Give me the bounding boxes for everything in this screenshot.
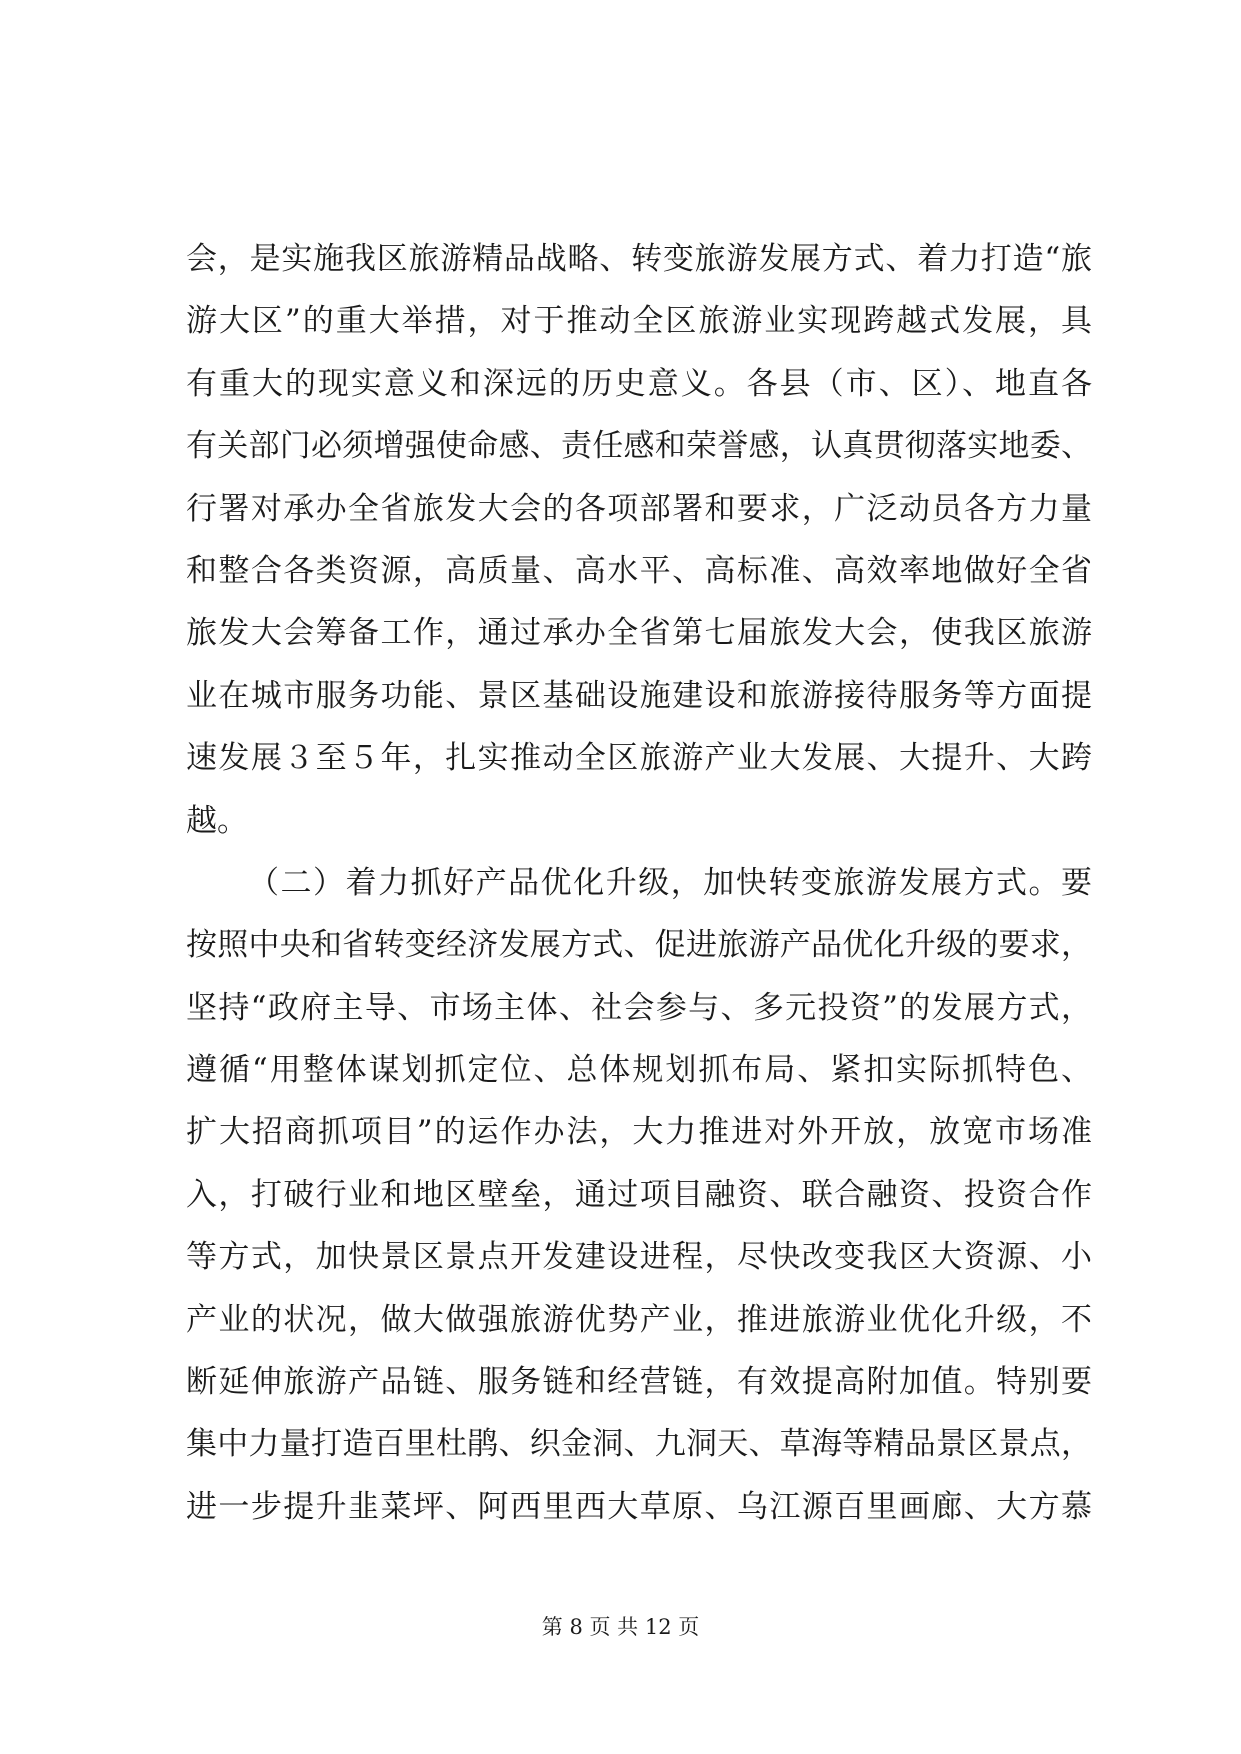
text-line: 速发展３至５年，扎实推动全区旅游产业大发展、大提升、大跨 [186, 740, 1092, 777]
text-line: 有重大的现实意义和深远的历史意义。各县（市、区）、地直各 [186, 365, 1092, 402]
text-line: 旅发大会筹备工作，通过承办全省第七届旅发大会，使我区旅游 [186, 615, 1092, 652]
text-line: 坚持“政府主导、市场主体、社会参与、多元投资”的发展方式， [186, 989, 1092, 1026]
text-line: 越。 [186, 802, 248, 839]
paragraph-heading-line: （二）着力抓好产品优化升级，加快转变旅游发展方式。要 [248, 864, 1092, 901]
text-line: 遵循“用整体谋划抓定位、总体规划抓布局、紧扣实际抓特色、 [186, 1052, 1092, 1089]
text-line: 断延伸旅游产品链、服务链和经营链，有效提高附加值。特别要 [186, 1364, 1092, 1401]
text-line: 进一步提升韭菜坪、阿西里西大草原、乌江源百里画廊、大方慕 [186, 1488, 1092, 1525]
text-line: 会，是实施我区旅游精品战略、转变旅游发展方式、着力打造“旅 [186, 241, 1092, 277]
body-text [186, 228, 1092, 1538]
text-line: 有关部门必须增强使命感、责任感和荣誉感，认真贯彻落实地委、 [186, 428, 1092, 465]
text-line: 产业的状况，做大做强旅游优势产业，推进旅游业优化升级，不 [186, 1301, 1092, 1338]
text-line: 集中力量打造百里杜鹃、织金洞、九洞天、草海等精品景区景点， [186, 1426, 1092, 1463]
text-line: 行署对承办全省旅发大会的各项部署和要求，广泛动员各方力量 [186, 490, 1092, 527]
text-line: 扩大招商抓项目”的运作办法，大力推进对外开放，放宽市场准 [186, 1114, 1092, 1151]
text-line: 按照中央和省转变经济发展方式、促进旅游产品优化升级的要求， [186, 927, 1092, 964]
text-line: 等方式，加快景区景点开发建设进程，尽快改变我区大资源、小 [186, 1239, 1092, 1276]
text-line: 和整合各类资源，高质量、高水平、高标准、高效率地做好全省 [186, 552, 1092, 589]
page-number-footer: 第 8 页 共 12 页 [541, 1615, 700, 1639]
text-line: 业在城市服务功能、景区基础设施建设和旅游接待服务等方面提 [186, 677, 1092, 714]
text-line: 入，打破行业和地区壁垒，通过项目融资、联合融资、投资合作 [186, 1176, 1092, 1213]
text-line: 游大区”的重大举措，对于推动全区旅游业实现跨越式发展，具 [186, 303, 1092, 340]
